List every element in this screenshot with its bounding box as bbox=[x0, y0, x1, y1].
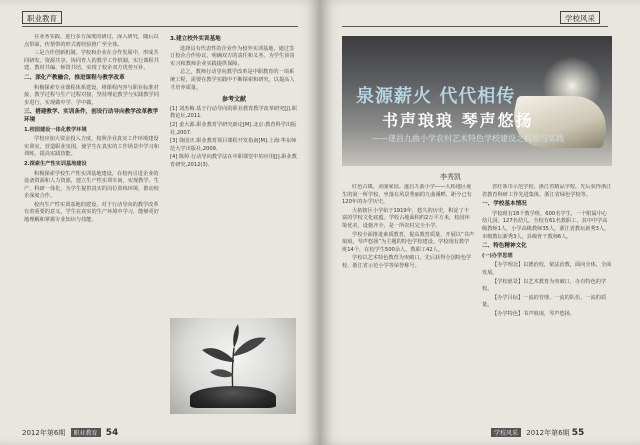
para: 总之，教师行动导向教学改革是中职教育的一项系统工程，需要在教学实践中不断探索和研究，以提高人才培养质量。 bbox=[170, 69, 295, 91]
left-column-1 bbox=[24, 34, 162, 422]
sub-heading: 2.探索生产性实训基地建设 bbox=[24, 160, 87, 167]
banner-title-1: 泉源薪火 代代相传 bbox=[356, 86, 516, 107]
para: 校内生产性实训基地的建设，对于行动导向的教学改革有着重要的意义，学生在真实的生产环境中学习，能够更好地理解和掌握专业知识与技能。 bbox=[24, 201, 159, 224]
left-footer bbox=[22, 428, 118, 438]
para: 省红领巾示范学校，浙江省精品学校。先后获得浙江省教育科研工作先进集体，浙江省绿色学校等。 bbox=[482, 184, 612, 198]
right-column-1 bbox=[342, 184, 474, 422]
para: 【办学目标】一流的管理、一流的队伍、一流的质量。 bbox=[482, 294, 607, 309]
section-heading: 一、学校基本情况 bbox=[482, 201, 527, 208]
reference-item: [4] 陈婷.行动导向教学法在中职课堂中的应用[J].职业教育研究,2012(3). bbox=[170, 154, 297, 168]
para: 红色古镇，美丽家园。遂昌九曲小学——大柘地区诞生的第一所学校，坐落在风景秀丽的九曲溪畔，距今已有120年的办学历史。 bbox=[342, 184, 472, 206]
section-heading: 二、特色精神文化 bbox=[482, 243, 527, 250]
right-header-rule bbox=[342, 26, 608, 27]
para: 学校应加大资金投入力度，按照企业真实工作环境建设实训室，营造职业氛围，使学生在真实的工作场景中学习和训练，提高实践技能。 bbox=[24, 136, 159, 158]
para: 【办学理念】以德治校，依法治教，面向全体，全面发展。 bbox=[482, 262, 612, 276]
reference-item: [1] 刘杰梅.基于行动导向的职业教育教学改革研究[J].职教论坛,2011. bbox=[170, 105, 297, 120]
left-header-section: 职业教育 bbox=[22, 11, 62, 24]
sub-heading: 1.校园建设一体化教学环境 bbox=[24, 126, 87, 133]
page-number: 54 bbox=[105, 428, 119, 438]
banner-title-2: 书声琅琅 琴声悠扬 bbox=[382, 111, 534, 130]
para: 积极探索学校生产性实训基地建设，在校内引进企业的设备资源和人力资源，建立生产性实训车间，实现教学、生产、科研一体化，为学生提供真实的岗位训练环境，推动校企深度合作。 bbox=[24, 170, 159, 200]
footer-date: 2012年第6期 bbox=[526, 429, 570, 437]
para: 选择具有代表性的企业作为校外实训基地，通过签订校企合作协议，明确双方的责任和义务，为学生顶岗实习和教师企业实践提供保障。 bbox=[170, 45, 295, 67]
para: 学校以艺术特色教育为突破口，先后获得全国特色学校、浙江省示范小学等荣誉称号。 bbox=[342, 255, 472, 269]
seedling-photo bbox=[170, 318, 296, 414]
reference-item: [3] 徐国庆.职业教育项目课程开发指南[M].上海:华东师范大学出版社,2009. bbox=[170, 138, 297, 152]
left-column-2 bbox=[170, 34, 298, 316]
para: 积极探索专业课程体系建设，将课程内容与职业标准对接，教学过程与生产过程对接，坚持理论教学与实践教学同步进行，实现做中学、学中做。 bbox=[24, 84, 159, 106]
article-author: 李秀凯 bbox=[440, 173, 461, 181]
left-header-rule bbox=[22, 26, 298, 27]
footer-tag: 学校风采 bbox=[491, 428, 521, 437]
right-header-section: 学校风采 bbox=[560, 11, 600, 24]
section-heading: 三、搭建教学、实训条件，创设行动导向教学改革教学环境 bbox=[24, 109, 159, 123]
soil-mound bbox=[190, 386, 276, 408]
para: 大柘辖区小学始于1919年，悠久的历史，积淀了丰富的学校文化底蕴。学校占地面积约2万平方米，校园环境优美，设施齐全，是一所农村完全小学。 bbox=[342, 207, 470, 229]
reference-item: [2] 姜大源.职业教育学研究新论[M].北京:教育科学出版社,2007. bbox=[170, 121, 297, 136]
section-heading: 3.建立校外实训基地 bbox=[170, 36, 221, 42]
sub-heading: (一)办学思想 bbox=[482, 252, 513, 259]
references-title: 参考文献 bbox=[221, 96, 246, 104]
footer-tag: 职业教育 bbox=[71, 428, 101, 437]
para: 【办学特色】书声琅琅，琴声悠扬。 bbox=[492, 310, 576, 317]
footer-date: 2012年第6期 bbox=[22, 429, 66, 437]
right-footer bbox=[488, 428, 584, 438]
section-heading: 二、深化产教融合，推进课程与教学改革 bbox=[24, 74, 125, 81]
para: 【学校愿景】以艺术教育为突破口，办有特色的学校。 bbox=[482, 278, 607, 293]
para: 学校现有18个教学班，600名学生，一个附属中心幼儿园，127名幼儿。全校有61名教职工，其中中学高级教师1人，小学高级教师35人，浙江省教坛新秀3人，市级教坛新秀3人，县级骨干教师6人。 bbox=[482, 210, 610, 240]
banner-subtitle: ——遂昌九曲小学农村艺术特色学校建设之构思与实践 bbox=[372, 134, 564, 143]
right-column-2 bbox=[482, 184, 612, 422]
para: 学校全面推进素质教育，提高教育质量，开展以“书声琅琅，琴声悠扬”为主题的特色学校建设。学校现有教学班14个，在校学生500余人，教职工42人。 bbox=[342, 231, 474, 253]
page-number: 55 bbox=[571, 428, 585, 438]
para: 在业务实践、进行多方深度的研讨，深入研究，随后以点带面，传帮带的形式将经验推广至全体。 bbox=[24, 34, 159, 48]
feature-banner bbox=[342, 36, 612, 166]
para: 三是合作创新机制。学校和企业在合作发展中，形成共同研发、资源共享、协同育人的教学工作机制，实行课程共建、教材共编、师资共培，实现了校企双方优势互补。 bbox=[24, 50, 159, 72]
